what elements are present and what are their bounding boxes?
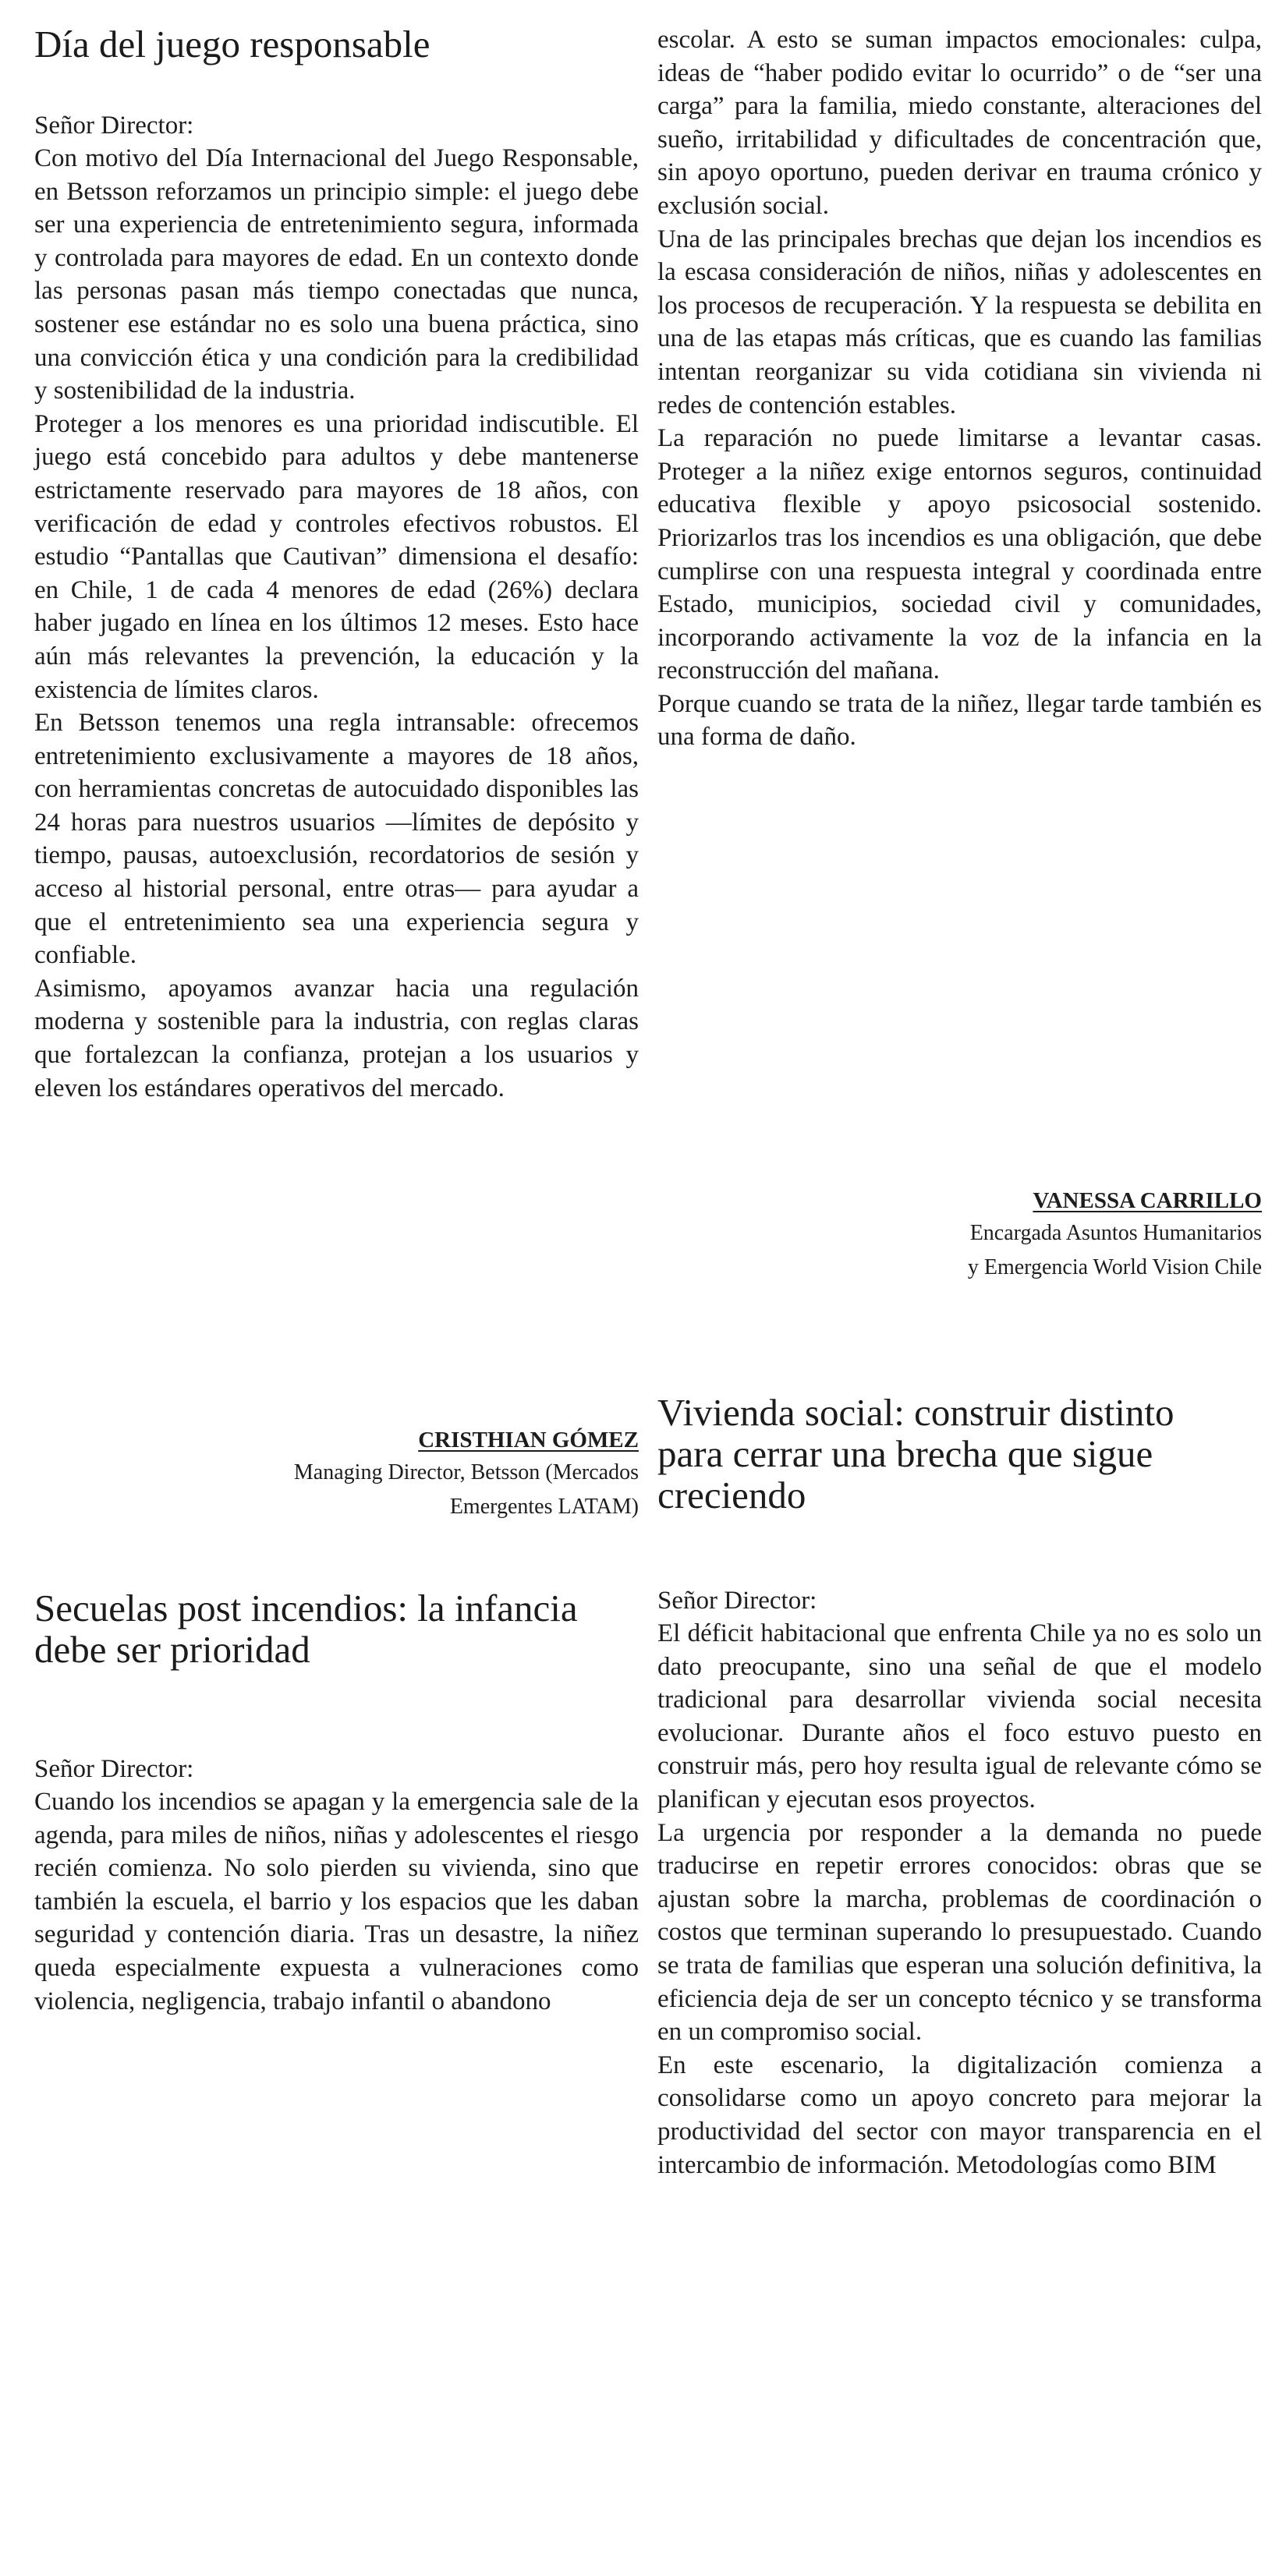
signature-block [34, 1424, 639, 1524]
salutation: Señor Director: [34, 1755, 194, 1783]
article-headline: Secuelas post incendios: la infancia debe ser prioridad [34, 1587, 578, 1671]
paragraph: En Betsson tenemos una regla intransable: ofrecemos entretenimiento exclusivamente a mayores de 18 años, con herramientas concretas de autocuidado disponibles las 24 horas para nuestros usuarios —límites de depósito y tiempo, pausas, autoexclusión, recordatorios de sesión y acceso al historial personal, entre otras— para ayudar a que el entretenimiento sea una experiencia segura y confiable. [34, 709, 639, 970]
signature-role: Encargada Asuntos Humanitarios y Emergencia World Vision Chile [967, 1221, 1262, 1279]
paragraph: escolar. A esto se suman impactos emocionales: culpa, ideas de “haber podido evitar lo ocurrido” o de “ser una carga” para la familia, miedo constante, alteraciones del sueño, irritabilidad y dificultades de concentración que, sin apoyo oportuno, pueden derivar en trauma crónico y exclusión social. [657, 26, 1262, 220]
article-headline: Vivienda social: construir distinto para cerrar una brecha que sigue creciendo [657, 1391, 1174, 1516]
article-juego-responsable [34, 23, 639, 65]
paragraph: Una de las principales brechas que dejan los incendios es la escasa consideración de niños, niñas y adolescentes en los procesos de recuperación. Y la respuesta se debilita en una de las etapas más críticas, que es cuando las familias intentan reorganizar su vida cotidiana sin vivienda ni redes de contención estables. [657, 225, 1262, 419]
article-vivienda-social [657, 1392, 1219, 1516]
article-juego-responsable-body [34, 109, 639, 1105]
article-headline: Día del juego responsable [34, 23, 430, 65]
paragraph: Con motivo del Día Internacional del Juego Responsable, en Betsson reforzamos un principio simple: el juego debe ser una experiencia de entretenimiento segura, informada y controlada para mayores de edad. En un contexto donde las personas pasan más tiempo conectadas que nunca, sostener ese estándar no es solo una buena práctica, sino una convicción ética y una condición para la credibilidad y sostenibilidad de la industria. [34, 144, 639, 405]
signature-block [657, 1185, 1262, 1285]
signature-name: VANESSA CARRILLO [1033, 1188, 1262, 1213]
paragraph: Cuando los incendios se apagan y la emergencia sale de la agenda, para miles de niños, niñas y adolescentes el riesgo recién comienza. No solo pierden su vivienda, sino que también la escuela, el barrio y los espacios que les daban seguridad y contención diaria. Tras un desastre, la niñez queda especialmente expuesta a vulneraciones como violencia, negligencia, trabajo infantil o abandono [34, 1788, 639, 2015]
paragraph: Porque cuando se trata de la niñez, llegar tarde también es una forma de daño. [657, 689, 1262, 752]
article-vivienda-social-body [657, 1584, 1262, 2181]
paragraph: La reparación no puede limitarse a levantar casas. Proteger a la niñez exige entornos seguros, continuidad educativa flexible y apoyo psicosocial sostenido. Priorizarlos tras los incendios es una obligación, que debe cumplirse con una respuesta integral y coordinada entre Estado, municipios, sociedad civil y comunidades, incorporando activamente la voz de la infancia en la reconstrucción del mañana. [657, 424, 1262, 685]
salutation: Señor Director: [34, 111, 194, 140]
paragraph: Proteger a los menores es una prioridad indiscutible. El juego está concebido para adultos y debe mantenerse estrictamente reservado para mayores de 18 años, con verificación de edad y controles efectivos robustos. El estudio “Pantallas que Cautivan” dimensiona el desafío: en Chile, 1 de cada 4 menores de edad (26%) declara haber jugado en línea en los últimos 12 meses. Esto hace aún más relevantes la prevención, la educación y la existencia de límites claros. [34, 409, 639, 704]
paragraph: El déficit habitacional que enfrenta Chile ya no es solo un dato preocupante, sino una señal de que el modelo tradicional para desarrollar vivienda social necesita evolucionar. Durante años el foco estuvo puesto en construir más, pero hoy resulta igual de relevante cómo se planifican y ejecutan esos proyectos. [657, 1619, 1262, 1813]
article-secuelas-incendios [34, 1587, 639, 1670]
signature-role: Managing Director, Betsson (Mercados Emergentes LATAM) [293, 1460, 639, 1519]
signature-name: CRISTHIAN GÓMEZ [418, 1428, 639, 1453]
paragraph: La urgencia por responder a la demanda no puede traducirse en repetir errores conocidos: obras que se ajustan sobre la marcha, problemas de coordinación o costos que terminan superando lo presupuestado. Cuando se trata de familias que esperan una solución definitiva, la eficiencia deja de ser un concepto técnico y se transforma en un compromiso social. [657, 1818, 1262, 2047]
paragraph: En este escenario, la digitalización comienza a consolidarse como un apoyo concreto para mejorar la productividad del sector con mayor transparencia en el intercambio de información. Metodologías como BIM [657, 2051, 1262, 2179]
article-secuelas-incendios-body [34, 1753, 639, 2018]
paragraph: Asimismo, apoyamos avanzar hacia una regulación moderna y sostenible para la industria, con reglas claras que fortalezcan la confianza, protejan a los usuarios y eleven los estándares operativos del mercado. [34, 974, 639, 1102]
article-secuelas-continued [657, 23, 1262, 754]
salutation: Señor Director: [657, 1587, 817, 1615]
